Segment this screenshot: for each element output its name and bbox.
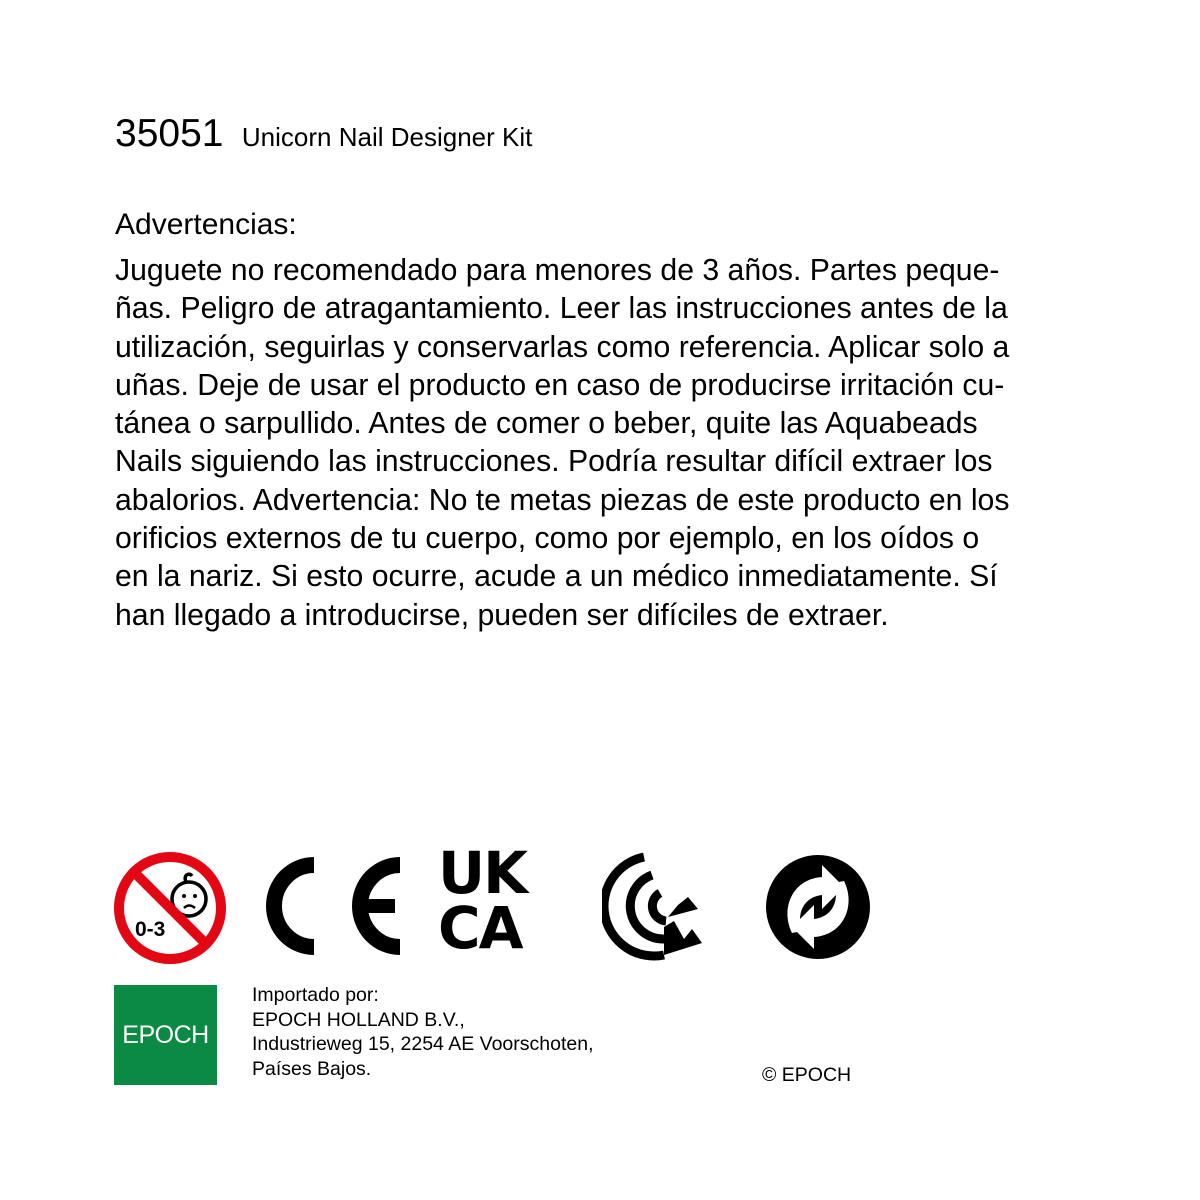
importer-line: Industrieweg 15, 2254 AE Voorschoten, — [252, 1033, 594, 1055]
green-dot-icon — [762, 851, 874, 963]
ce-mark-icon — [255, 852, 410, 960]
importer-info — [252, 983, 594, 1081]
warning-line: orificios externos de tu cuerpo, como por ejemplo, en los oídos o — [115, 522, 980, 556]
epoch-logo-text: EPOCH — [122, 1020, 209, 1049]
warning-line: Juguete no recomendado para menores de 3 años. Partes peque- — [115, 254, 1000, 287]
warnings-text — [115, 252, 1090, 635]
warning-line: han llegado a introducirse, pueden ser difíciles de extraer. — [115, 598, 889, 632]
product-code: 35051 — [115, 112, 224, 155]
ukca-mark-icon — [438, 839, 550, 962]
triman-recycling-icon — [602, 851, 712, 961]
warning-line: en la nariz. Si esto ocurre, acude a un médico inmediatamente. Sí — [115, 560, 998, 594]
importer-line: Importado por: — [252, 984, 379, 1006]
warnings-heading: Advertencias: — [115, 208, 297, 241]
product-name: Unicorn Nail Designer Kit — [241, 122, 533, 152]
product-title — [115, 112, 532, 156]
ukca-line-2: CA — [438, 894, 522, 962]
warning-line: Nails siguiendo las instrucciones. Podría resultar difícil extraer los — [115, 445, 993, 479]
importer-line: Países Bajos. — [252, 1057, 372, 1080]
epoch-logo — [114, 985, 217, 1085]
importer-line: EPOCH HOLLAND B.V., — [252, 1008, 465, 1031]
warning-line: tánea o sarpullido. Antes de comer o beber, quite las Aquabeads — [115, 407, 978, 441]
age-label: 0-3 — [135, 918, 166, 941]
warning-line: uñas. Deje de usar el producto en caso de producirse irritación cu- — [115, 368, 1005, 402]
copyright-notice: © EPOCH — [762, 1064, 852, 1086]
ukca-line-1: UK — [438, 839, 527, 907]
not-for-under-3-icon — [113, 851, 227, 965]
warning-line: ñas. Peligro de atragantamiento. Leer las instrucciones antes de la — [115, 292, 1008, 326]
warning-line: utilización, seguirlas y conservarlas como referencia. Aplicar solo a — [115, 330, 1010, 364]
warning-line: abalorios. Advertencia: No te metas piezas de este producto en los — [115, 483, 1010, 517]
